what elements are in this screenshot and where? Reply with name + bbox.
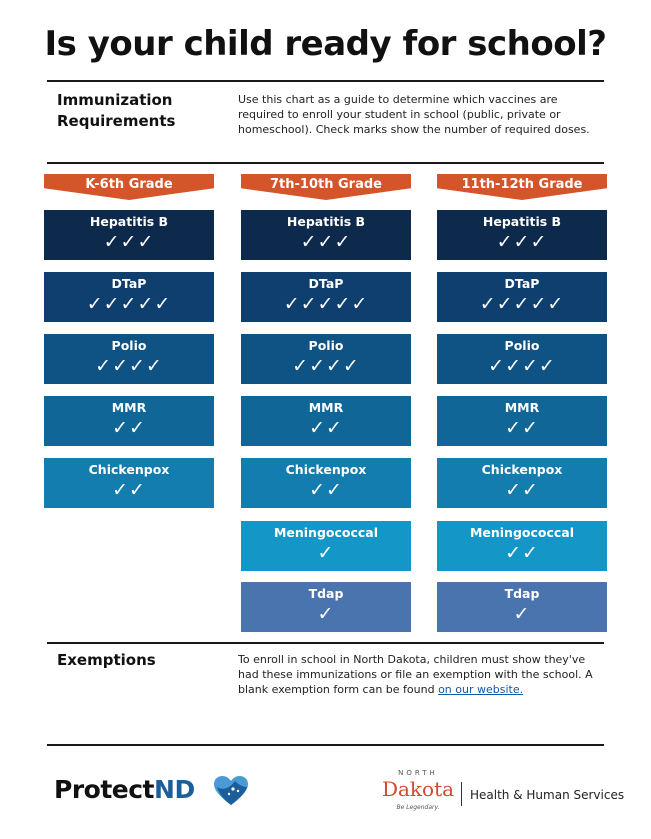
vaccine-name: Polio bbox=[308, 338, 344, 353]
vaccine-name: Hepatitis B bbox=[286, 214, 366, 229]
dose-checkmarks: ✓✓ bbox=[505, 417, 539, 439]
vaccine-name: Meningococcal bbox=[469, 525, 575, 540]
exemptions-body: To enroll in school in North Dakota, children must show they've had these immunizations or file an exemption with the school. A blank exemption form can be found bbox=[238, 653, 593, 696]
grade-header-label: 7th-10th Grade bbox=[270, 177, 382, 192]
intro-label-line1: Immunization bbox=[57, 91, 173, 109]
vaccine-tile bbox=[437, 582, 607, 632]
dose-checkmarks: ✓✓✓✓ bbox=[292, 355, 360, 377]
vaccine-tile bbox=[241, 272, 411, 322]
dose-checkmarks: ✓✓✓✓✓ bbox=[479, 293, 565, 315]
vaccine-tile bbox=[437, 334, 607, 384]
vaccine-name: DTaP bbox=[504, 276, 540, 291]
north-dakota-logo bbox=[378, 769, 458, 819]
vaccine-name: DTaP bbox=[308, 276, 344, 291]
page-title: Is your child ready for school? bbox=[44, 24, 607, 64]
heart-icon bbox=[213, 775, 249, 807]
nd-tagline: Be Legendary. bbox=[396, 804, 440, 811]
vaccine-name: Hepatitis B bbox=[482, 214, 562, 229]
grade-header bbox=[44, 174, 214, 200]
vaccine-tile bbox=[437, 396, 607, 446]
vaccine-tile bbox=[241, 521, 411, 571]
vaccine-name: Meningococcal bbox=[273, 525, 379, 540]
grade-header bbox=[437, 174, 607, 200]
dose-checkmarks: ✓✓✓✓ bbox=[488, 355, 556, 377]
vaccine-tile bbox=[437, 521, 607, 571]
dose-checkmarks: ✓✓✓✓✓ bbox=[86, 293, 172, 315]
vaccine-tile bbox=[437, 458, 607, 508]
exemptions-label: Exemptions bbox=[57, 651, 156, 669]
vaccine-name: Tdap bbox=[308, 586, 344, 601]
dose-checkmarks: ✓✓ bbox=[112, 479, 146, 501]
vaccine-tile bbox=[437, 272, 607, 322]
nd-dakota-text: Dakota bbox=[381, 777, 455, 801]
vaccine-name: Chickenpox bbox=[88, 462, 170, 477]
vaccine-tile bbox=[241, 458, 411, 508]
intro-text: Use this chart as a guide to determine which vaccines are required to enroll your student in school (public, private or homeschool). Check marks show the number of required doses. bbox=[238, 93, 590, 136]
dose-checkmarks: ✓✓✓ bbox=[496, 231, 548, 253]
grade-header-label: 11th-12th Grade bbox=[461, 177, 583, 192]
divider-exemptions bbox=[47, 642, 604, 644]
divider-footer bbox=[47, 744, 604, 746]
logo-nd-text: ND bbox=[154, 775, 195, 804]
vaccine-tile bbox=[241, 396, 411, 446]
protect-nd-logo bbox=[54, 775, 195, 804]
vaccine-name: MMR bbox=[308, 400, 344, 415]
vaccine-tile bbox=[437, 210, 607, 260]
dose-checkmarks: ✓ bbox=[317, 603, 335, 625]
vaccine-tile bbox=[241, 334, 411, 384]
dose-checkmarks: ✓✓✓✓✓ bbox=[283, 293, 369, 315]
vaccine-name: Hepatitis B bbox=[89, 214, 169, 229]
vaccine-name: Tdap bbox=[504, 586, 540, 601]
dose-checkmarks: ✓✓ bbox=[309, 417, 343, 439]
vaccine-name: MMR bbox=[111, 400, 147, 415]
nd-north-text: NORTH bbox=[398, 769, 438, 777]
exemption-form-link[interactable]: on our website. bbox=[438, 683, 524, 696]
dose-checkmarks: ✓✓✓✓ bbox=[95, 355, 163, 377]
footer-divider bbox=[461, 782, 462, 806]
intro-label-line2: Requirements bbox=[57, 112, 176, 130]
dose-checkmarks: ✓✓ bbox=[112, 417, 146, 439]
vaccine-tile bbox=[241, 582, 411, 632]
vaccine-name: Chickenpox bbox=[481, 462, 563, 477]
vaccine-name: Polio bbox=[504, 338, 540, 353]
intro-label bbox=[57, 90, 175, 132]
divider-chart-top bbox=[47, 162, 604, 164]
vaccine-name: Polio bbox=[111, 338, 147, 353]
vaccine-tile bbox=[44, 396, 214, 446]
vaccine-tile bbox=[241, 210, 411, 260]
vaccine-name: DTaP bbox=[111, 276, 147, 291]
dose-checkmarks: ✓✓ bbox=[505, 542, 539, 564]
vaccine-name: Chickenpox bbox=[285, 462, 367, 477]
grade-header-label: K-6th Grade bbox=[85, 177, 173, 192]
hhs-text: Health & Human Services bbox=[470, 788, 625, 802]
divider-top bbox=[47, 80, 604, 82]
logo-protect-text: Protect bbox=[54, 775, 155, 804]
grade-header bbox=[241, 174, 411, 200]
dose-checkmarks: ✓✓✓ bbox=[300, 231, 352, 253]
vaccine-name: MMR bbox=[504, 400, 540, 415]
vaccine-tile bbox=[44, 272, 214, 322]
exemptions-text bbox=[238, 652, 598, 697]
dose-checkmarks: ✓ bbox=[513, 603, 531, 625]
dose-checkmarks: ✓✓ bbox=[505, 479, 539, 501]
dose-checkmarks: ✓ bbox=[317, 542, 335, 564]
dose-checkmarks: ✓✓✓ bbox=[103, 231, 155, 253]
vaccine-tile bbox=[44, 458, 214, 508]
dose-checkmarks: ✓✓ bbox=[309, 479, 343, 501]
vaccine-tile bbox=[44, 334, 214, 384]
vaccine-tile bbox=[44, 210, 214, 260]
